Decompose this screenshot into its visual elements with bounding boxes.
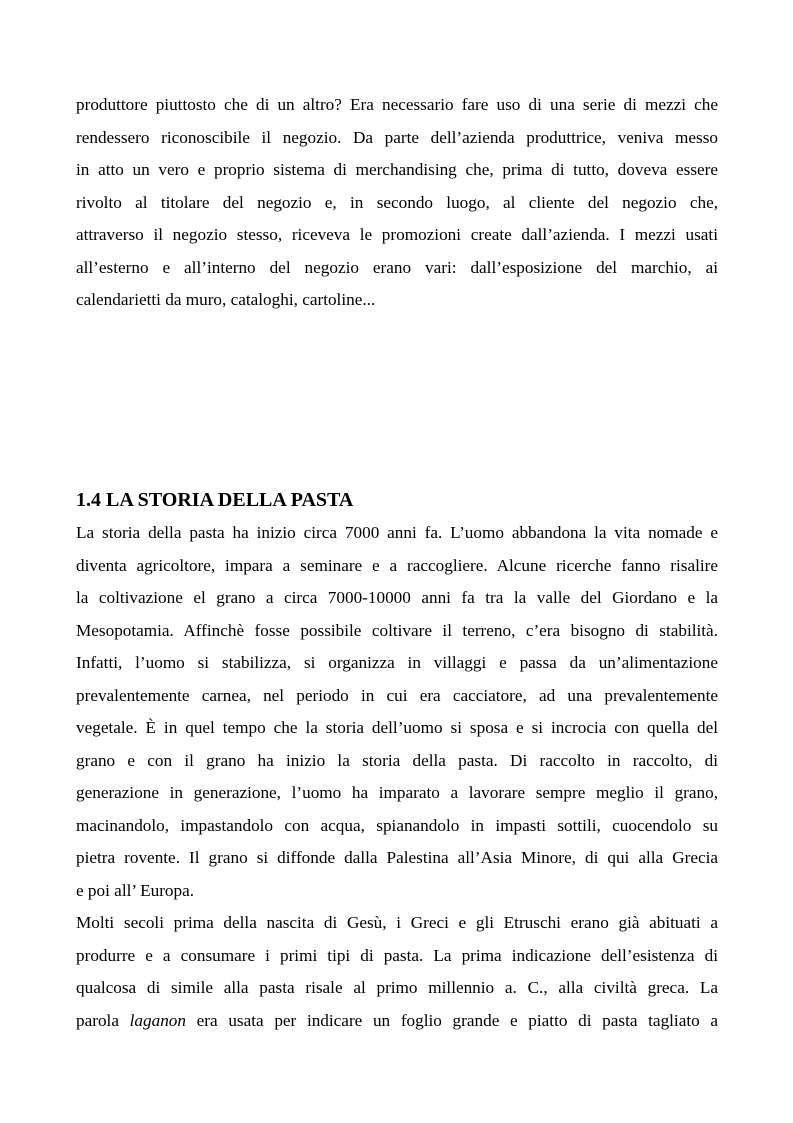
section-heading: 1.4 LA STORIA DELLA PASTA <box>76 489 354 511</box>
paragraph-merchandising <box>76 89 718 317</box>
text-line: produttore piuttosto che di un altro? Era necessario fare uso di una serie di mezzi che <box>76 95 718 114</box>
text-line: rendessero riconoscibile il negozio. Da parte dell’azienda produttrice, veniva messo <box>76 127 718 147</box>
text-line: Infatti, l’uomo si stabilizza, si organizza in villaggi e passa da un’alimentazione <box>76 653 718 672</box>
text-line: Molti secoli prima della nascita di Gesù, i Greci e gli Etruschi erano già abituati a <box>76 913 718 932</box>
text-line <box>76 1005 718 1038</box>
text-line: attraverso il negozio stesso, riceveva le promozioni create dall’azienda. I mezzi usati <box>76 225 718 244</box>
text-line: generazione in generazione, l’uomo ha imparato a lavorare sempre meglio il grano, <box>76 783 718 802</box>
paragraph-pasta-history <box>76 517 718 907</box>
text-line: prevalentemente carnea, nel periodo in cui era cacciatore, ad una prevalentemente <box>76 685 718 705</box>
text-fragment: era usata per indicare un foglio grande e piatto di pasta tagliato a <box>196 1010 718 1030</box>
text-line: produrre e a consumare i primi tipi di pasta. La prima indicazione dell’esistenza di <box>76 945 718 965</box>
paragraph-greeks-etruscans <box>76 907 718 1037</box>
text-line: in atto un vero e proprio sistema di merchandising che, prima di tutto, doveva essere <box>76 160 718 179</box>
text-line: rivolto al titolare del negozio e, in secondo luogo, al cliente del negozio che, <box>76 192 718 212</box>
text-line: La storia della pasta ha inizio circa 7000 anni fa. L’uomo abbandona la vita nomade e <box>76 523 718 542</box>
text-line: qualcosa di simile alla pasta risale al primo millennio a. C., alla civiltà greca. La <box>76 978 718 997</box>
italic-term: laganon <box>129 1010 186 1030</box>
text-line: grano e con il grano ha inizio la storia della pasta. Di raccolto in raccolto, di <box>76 750 718 770</box>
text-line: vegetale. È in quel tempo che la storia dell’uomo si sposa e si incrocia con quella del <box>76 718 718 737</box>
text-line: calendarietti da muro, cataloghi, cartoline... <box>76 290 376 309</box>
text-line: Mesopotamia. Affinchè fosse possibile coltivare il terreno, c’era bisogno di stabilità. <box>76 620 718 640</box>
text-line: diventa agricoltore, impara a seminare e a raccogliere. Alcune ricerche fanno risalire <box>76 555 718 575</box>
text-fragment: parola <box>76 1010 119 1030</box>
text-line: e poi all’ Europa. <box>76 880 195 900</box>
text-line: all’esterno e all’interno del negozio erano vari: dall’esposizione del marchio, ai <box>76 257 718 277</box>
text-line: pietra rovente. Il grano si diffonde dalla Palestina all’Asia Minore, di qui alla Grecia <box>76 848 718 867</box>
text-line: la coltivazione el grano a circa 7000-10000 anni fa tra la valle del Giordano e la <box>76 588 718 607</box>
text-line: macinandolo, impastandolo con acqua, spianandolo in impasti sottili, cuocendolo su <box>76 815 718 835</box>
